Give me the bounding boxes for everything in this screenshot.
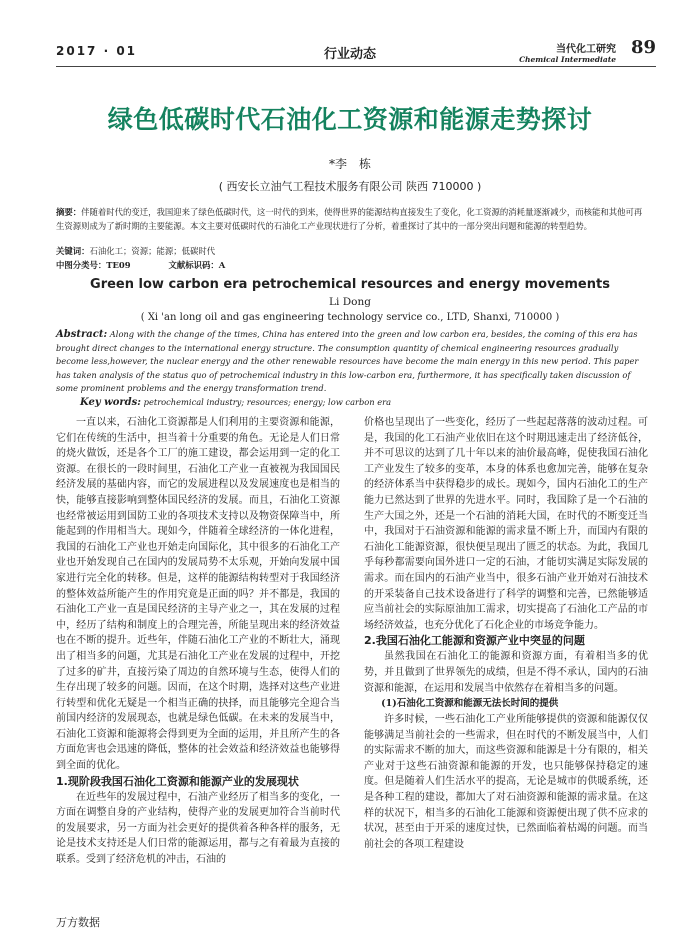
abstract-cn	[56, 206, 646, 233]
abstract-en-text: Along with the change of the times, China has entered into the green and low carbon era, besides, the coming of this era has brought direct changes to the international energy structure. The consumption quantity of chemical engineering resources gradually become less,however, the nuclear energy and the other renewable resources have become the main energy in this new period. This paper has taken analysis of the status quo of petrochemical industry in this low-carbon era, furthermore, it has specifically taken discussion of some prominent problems and the energy transformation trend.	[56, 329, 639, 394]
section-heading-2: 2.我国石油化工能源和资源产业中突显的问题	[364, 634, 585, 648]
clc-code: TE09	[106, 260, 131, 270]
clc-label: 中图分类号：	[56, 260, 107, 270]
journal-logo	[519, 40, 616, 64]
subsection-heading: (1)石油化工资源和能源无法长时间的提供	[381, 698, 559, 710]
english-title: Green low carbon era petrochemical resources and energy movements	[90, 277, 610, 292]
abstract-en-label: Abstract:	[56, 329, 108, 340]
body-column-right	[364, 415, 648, 852]
source-watermark: 万方数据	[56, 916, 100, 929]
abstract-cn-text: 伴随着时代的变迁，我国迎来了绿色低碳时代，这一时代的到来，使得世界的能源结构直接发生了变化，化工资源的消耗量逐渐减少，而核能和其他可再生资源则成为了新时期的主要能源。本文主要对低碳时代的石油化工产业现状进行了分析，着重探讨了其中的一部分突出问题和能源的转型趋势。	[56, 207, 643, 231]
body-paragraph: 虽然我国在石油化工的能源和资源方面，有着相当多的优势，并且做到了世界领先的成绩，但是不得不承认，国内的石油资源和能源，在运用和发展当中依然存在着相当多的问题。	[364, 651, 648, 694]
author-name: *李 栋	[328, 157, 371, 171]
issue-date: 2017 · 01	[56, 44, 138, 58]
section-heading-1: 1.现阶段我国石油化工资源和能源产业的发展现状	[56, 774, 299, 788]
doc-code: A	[218, 260, 226, 270]
english-affiliation: ( Xi 'an long oil and gas engineering technology service co., LTD, Shanxi, 710000 )	[140, 312, 560, 323]
abstract-en	[56, 328, 646, 396]
keywords-en-text: petrochemical industry; resources; energy; low carbon era	[143, 397, 392, 407]
body-paragraph: 价格也呈现出了一些变化，经历了一些起起落落的波动过程。可是，我国的化工石油产业依旧在这个时期迅速走出了经济低谷，并不可思议的达到了几十年以来的油价最高峰，促使我国石油化工产业发生了较多的变革，本身的体系也愈加完善，能够在复杂的经济体系当中获得稳步的成长。现如今，国内石油化工的生产能力已然达到了世界的先进水平。同时，我国除了是一个石油的生产大国之外，还是一个石油的消耗大国，在时代的不断变迁当中，我国对于石油资源和能源的需求量不断上升，而国内有限的石油化工能源资源，很快便呈现出了匮乏的状态。为此，我国几乎每秒都需要向国外进口一定的石油，才能切实满足实际发展的需求。而在国内的石油产业当中，很多石油产业开始对石油技术的开采装备自己技术设备进行了科学的调整和完善，已然能够适应当前社会的实际原油加工需求，切实提高了石油化工产品的市场经济效益，也充分优化了石化企业的市场竞争能力。	[364, 417, 648, 631]
keywords-en	[80, 397, 640, 408]
running-header	[56, 37, 656, 66]
section-name: 行业动态	[324, 47, 377, 62]
classification-line	[56, 259, 646, 271]
journal-name-en: Chemical Intermediate	[519, 55, 616, 64]
keywords-cn-text: 石油化工；资源；能源；低碳时代	[89, 246, 216, 256]
abstract-cn-label: 摘要：	[56, 207, 82, 217]
body-paragraph: 许多时候，一些石油化工产业所能够提供的资源和能源仅仅能够满足当前社会的一些需求，但在时代的不断发展当中，人们的实际需求不断的加大，而这些资源和能源是十分有限的，相关产业对于这些石油资源和能源的开发，也只能够保持稳定的速度。但是随着人们生活水平的提高，无论是城市的供暖系统，还是各种工程的建设，都加大了对石油资源和能源的需求量。在这样的状况下，相当多的石油化工能源和资源便出现了供不应求的状况，甚至由于开采的速度过快，已然面临着枯竭的问题。而当前社会的各项工程建设	[364, 714, 648, 850]
journal-name-cn: 当代化工研究	[556, 44, 616, 55]
article-title: 绿色低碳时代石油化工资源和能源走势探讨	[107, 105, 593, 134]
body-paragraph: 一直以来，石油化工资源都是人们利用的主要资源和能源，它们在传统的生活中，担当着十分重要的角色。无论是人们日常的烧火做饭，还是各个工厂的施工建设，都会运用到一定的化工资源。在很长的一段时间里，石油化工产业一直被视为我国国民经济发展的基础内容，而它的发展进程以及发展速度也是相当的快，能够直接影响到整体国民经济的发展。而且，石油化工资源也经常被运用到国防工业的各项技术支持以及物资保障当中，所能起到的作用相当大。现如今，伴随着全球经济的一体化进程，我国的石油化工产业也开始走向国际化，其中很多的石油化工产业也开始发现自己在国内的发展局势不太乐观，开始向发展中国家进行完全化的转移。但是，这样的能源结构转型对于我国经济的整体效益所能产生的作用究竟是正面的吗？并不都是，我国的石油化工产业一直是国民经济的主导产业之一，其在发展的过程中，经历了结构和制度上的合理完善，所能呈现出来的经济效益也在不断的提升。近些年，伴随石油化工产业的不断壮大，涌现出了相当多的问题，尤其是石油化工产业在发展的过程中，开挖了过多的矿井，直接污染了周边的自然环境与生态，使得人们的生存出现了较多的问题。因而，在这个时期，选择对这些产业进行转型和优化无疑是一个相当正确的抉择，而且能够完全迎合当前国内经济的发展现态，也就是绿色低碳。在未来的发展当中，石油化工资源和能源将会得到更为全面的运用，并且所产生的各方面危害也会迅速的降低，整体的社会效益和经济效益也能够得到全面的优化。	[56, 417, 340, 772]
page-number: 89	[630, 37, 656, 58]
keywords-cn	[56, 245, 646, 257]
body-column-left	[56, 415, 340, 868]
author-affiliation: ( 西安长立油气工程技术服务有限公司 陕西 710000 )	[218, 180, 482, 193]
english-author: Li Dong	[329, 296, 371, 308]
header-divider	[56, 66, 656, 67]
keywords-en-label: Key words:	[80, 397, 141, 408]
body-paragraph: 在近些年的发展过程中，石油产业经历了相当多的变化，一方面在调整自身的产业结构，使得产业的发展更加符合当前时代的发展要求，另一方面为社会更好的提供着各种各样的服务，无论是技术支持还是人们日常的能源运用，都与之有着最为直接的联系。受到了经济危机的冲击，石油的	[56, 791, 340, 866]
doc-code-label: 文献标识码：	[168, 260, 219, 270]
keywords-cn-label: 关键词：	[56, 246, 90, 256]
